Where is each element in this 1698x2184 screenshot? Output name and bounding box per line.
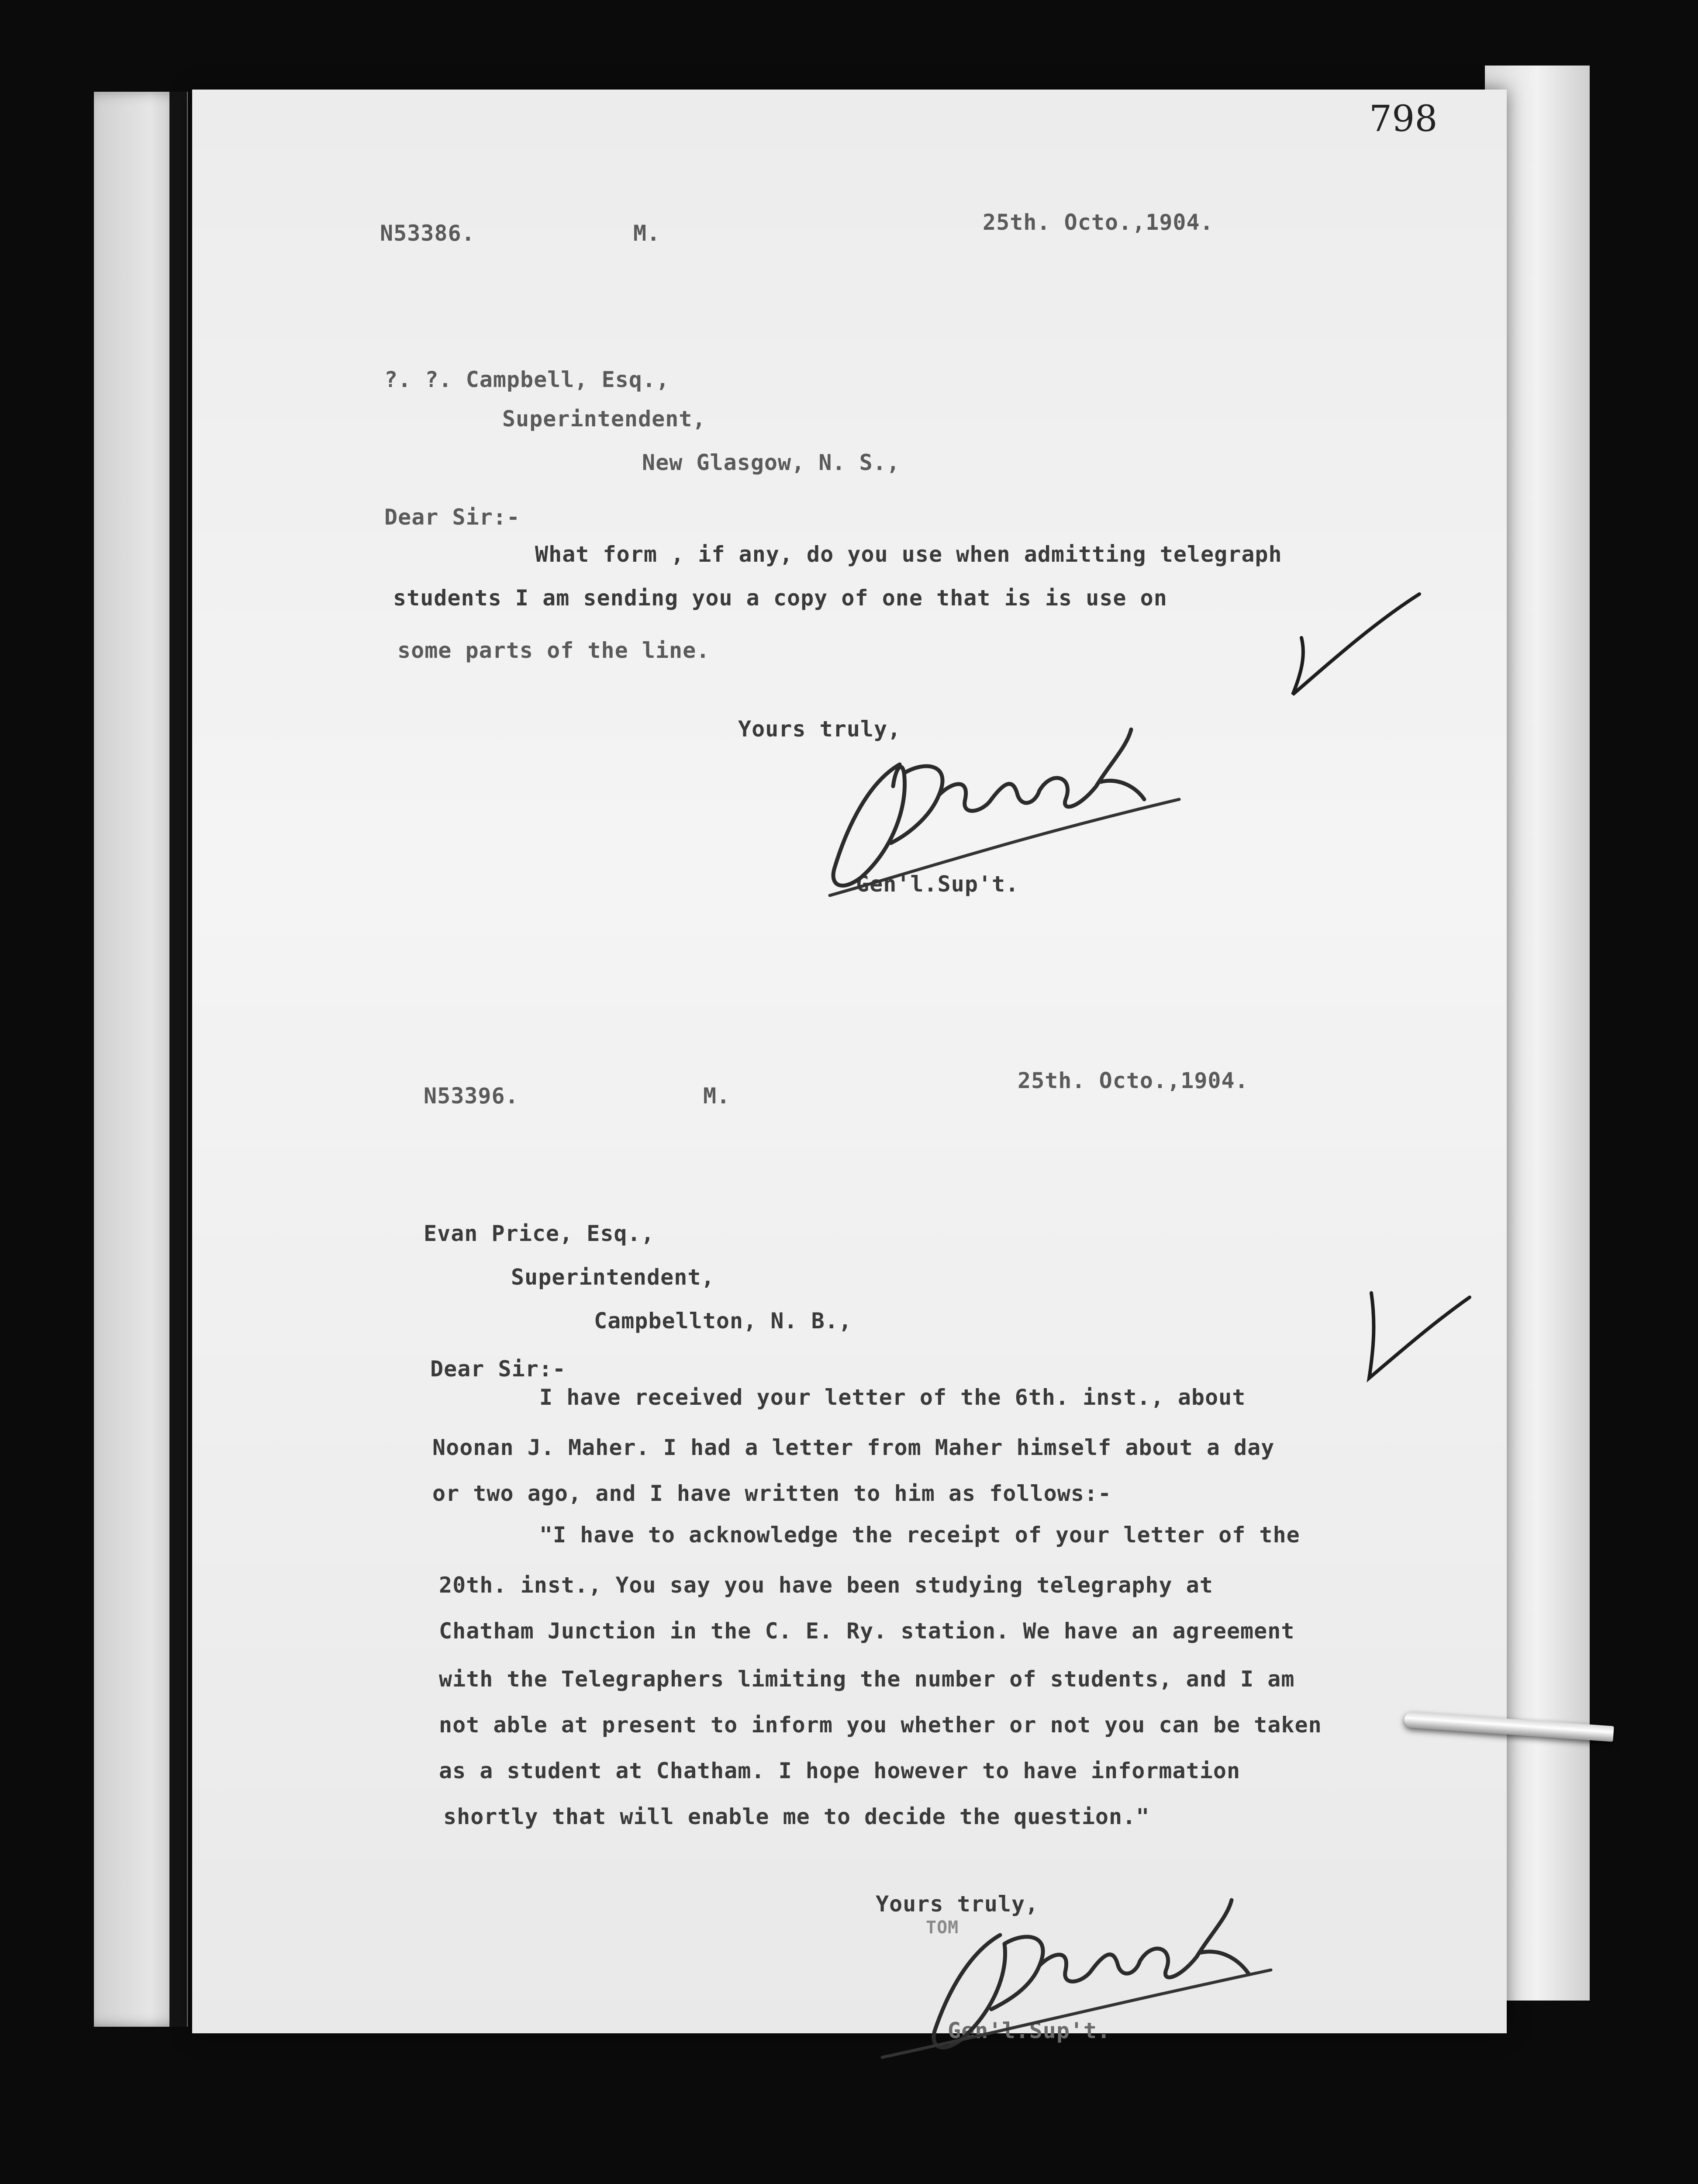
letter2-closing: Yours truly, — [876, 1891, 1039, 1917]
letter2-body-line: I have received your letter of the 6th. inst., about — [539, 1385, 1246, 1410]
letter1-closing: Yours truly, — [738, 716, 901, 742]
letter2-reference: N53396. — [424, 1083, 519, 1109]
letter1-salutation: Dear Sir:- — [384, 505, 521, 530]
letter2-body-line: Chatham Junction in the C. E. Ry. station. We have an agreement — [439, 1618, 1295, 1644]
letter2-location: Campbellton, N. B., — [594, 1308, 852, 1334]
letter2-body-line: shortly that will enable me to decide the question." — [443, 1804, 1150, 1829]
letter1-reference: N53386. — [380, 221, 475, 246]
binding-spine — [169, 92, 187, 2027]
check-mark-icon — [1284, 585, 1428, 708]
letter2-body-line: not able at present to inform you whether or not you can be taken — [439, 1712, 1322, 1738]
letter1-date: 25th. Octo.,1904. — [983, 210, 1214, 235]
page-number: 798 — [1369, 98, 1438, 140]
letter2-addressee: Evan Price, Esq., — [424, 1221, 655, 1246]
letter2-closing-extra: TOM — [926, 1918, 959, 1938]
letter2-title: Superintendent, — [511, 1265, 715, 1290]
letter2-body-line: 20th. inst., You say you have been studying telegraphy at — [439, 1572, 1213, 1598]
letter1-signoff: Gen'l.Sup't. — [856, 871, 1019, 897]
letter1-addressee: ?. ?. Campbell, Esq., — [384, 367, 670, 392]
letter1-body-line: What form , if any, do you use when admitting telegraph — [535, 542, 1282, 567]
letter2-signoff: Gen'l.Sup't. — [948, 2018, 1111, 2043]
letter1-title: Superintendent, — [502, 406, 706, 432]
letter2-body-line: Noonan J. Maher. I had a letter from Maher himself about a day — [432, 1435, 1275, 1460]
letter2-date: 25th. Octo.,1904. — [1018, 1068, 1249, 1093]
letter2-initial: M. — [703, 1083, 731, 1109]
letter1-location: New Glasgow, N. S., — [642, 450, 900, 475]
letter1-signature — [795, 712, 1210, 913]
letter2-body-line: with the Telegraphers limiting the number of students, and I am — [439, 1666, 1295, 1692]
letter2-body-line: "I have to acknowledge the receipt of your letter of the — [539, 1522, 1300, 1548]
letter2-body-line: as a student at Chatham. I hope however to have information — [439, 1758, 1241, 1783]
letter2-signature — [878, 1891, 1315, 2066]
letter2-salutation: Dear Sir:- — [430, 1356, 566, 1382]
letter1-initial: M. — [633, 221, 661, 246]
letter2-body-line: or two ago, and I have written to him as follows:- — [432, 1481, 1112, 1506]
letter1-body-line: some parts of the line. — [397, 638, 710, 663]
check-mark-icon — [1358, 1284, 1476, 1389]
letter1-body-line: students I am sending you a copy of one that is is use on — [393, 585, 1167, 611]
